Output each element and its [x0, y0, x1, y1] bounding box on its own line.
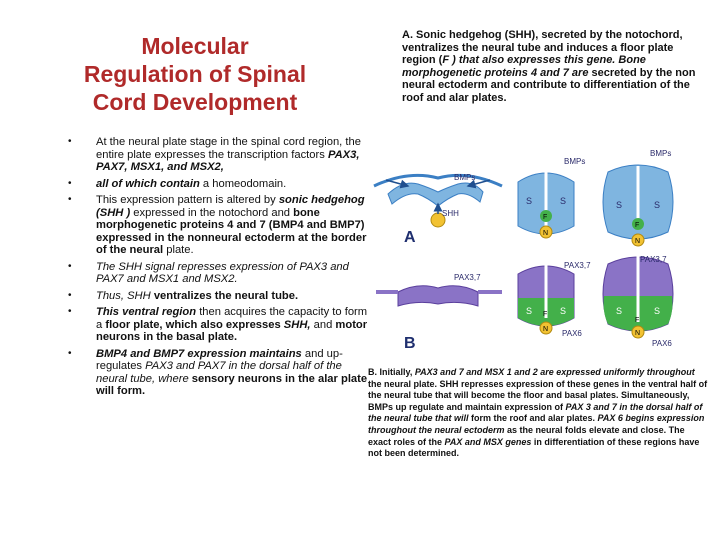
- bullet-text: bone morphogenetic proteins 4 and 7 (BMP4 and BMP7) expressed in the nonneural ectoderm at the border of the neural: [96, 206, 367, 257]
- bullet-text: all of which contain: [96, 177, 200, 190]
- bullet-text: sonic hedgehog (SHH ): [96, 193, 365, 219]
- caption-b: [368, 367, 708, 460]
- caption-text: secreted by the non neural ectoderm and contribute to differentiation of the roof and alar plates.: [402, 66, 696, 104]
- panel-b: [376, 255, 673, 352]
- bullet-list: [68, 136, 368, 402]
- pax37-label-b1: PAX3,7: [454, 273, 481, 282]
- pax37-label-b3: PAX3,7: [640, 255, 667, 264]
- neural-tube-figure: [368, 142, 708, 362]
- bullet-text: At the neural plate stage in the spinal cord region, the entire plate expresses the transcription factors: [96, 136, 361, 161]
- caption-text: are: [568, 66, 592, 79]
- s-label-a3-left: S: [616, 200, 623, 210]
- s-label-b2-right: S: [560, 306, 567, 316]
- caption-text: A. Sonic hedgehog (SHH), secreted by the notochord, ventralizes the neural tube and induces a floor plate region (: [402, 29, 683, 67]
- bullet-text: then acquires the capacity to form a: [96, 306, 368, 331]
- bullet-item: [68, 306, 368, 344]
- bullet-text: expressed in the notochord and: [130, 206, 294, 219]
- panel-a: [374, 149, 673, 246]
- s-label-a2-left: S: [526, 196, 533, 206]
- caption-text: the neural plate. SHH represses expression of these genes in the ventral half of the neural tube that will become the floor and basal plates. Simultaneously, BMPs up regulate and maintain expression of: [368, 378, 708, 412]
- n-label-b3: N: [635, 330, 641, 337]
- pax37-label-b2: PAX3,7: [564, 261, 591, 270]
- bullet-text: Thus, SHH: [96, 289, 154, 302]
- n-label-a2: N: [543, 230, 549, 237]
- bullet-text: a homeodomain.: [199, 177, 287, 190]
- f-label-b2: F: [543, 311, 548, 318]
- bmp-arrow-left: [386, 180, 408, 186]
- bullet-text: SHH,: [283, 318, 311, 331]
- bullet-item: [68, 194, 368, 257]
- caption-text: PAX3 and 7 and MSX 1 and 2 are expressed uniformly throughout: [414, 367, 695, 377]
- bullet-item: [68, 290, 368, 303]
- bmps-label-a3: BMPs: [650, 149, 672, 158]
- title-line-3: Cord Development: [92, 89, 298, 115]
- bullet-item: [68, 136, 368, 174]
- bullet-text: The SHH signal represses expression of PAX3 and PAX7 and MSX1 and MSX2.: [96, 260, 349, 286]
- bullet-text: plate.: [163, 244, 194, 257]
- caption-text: PAX 3 and 7 in the dorsal half of the neural tube that will: [368, 401, 703, 424]
- f-label-a3: F: [635, 222, 640, 229]
- bullet-item: [68, 178, 368, 191]
- bullet-text: and: [310, 318, 336, 331]
- caption-text: B. Initially,: [368, 367, 415, 377]
- f-label-b3: F: [635, 317, 640, 324]
- bmps-label-a1: BMPs: [454, 173, 476, 182]
- caption-text: as the neural folds elevate and close. The exact roles of the: [368, 424, 685, 447]
- title-line-1: Molecular: [141, 33, 249, 59]
- caption-text: in differentiation of these regions have not been determined.: [368, 436, 700, 459]
- bullet-item: [68, 261, 368, 286]
- caption-text: F ): [442, 54, 456, 67]
- s-label-b3-left: S: [616, 306, 623, 316]
- s-label-b3-right: S: [654, 306, 661, 316]
- shh-label-a1: SHH: [442, 209, 459, 218]
- bullet-item: [68, 348, 368, 398]
- pax6-label-b2: PAX6: [562, 329, 582, 338]
- ectoderm-a1: [374, 175, 502, 186]
- n-label-a3: N: [635, 238, 641, 245]
- f-label-a2: F: [543, 214, 548, 221]
- bullet-text: motor neurons in the basal plate.: [96, 318, 368, 344]
- caption-text: that also expresses this gene. Bone morphogenetic proteins 4 and 7: [402, 54, 646, 79]
- n-label-b2: N: [543, 326, 549, 333]
- caption-text: PAX 6 begins expression throughout the neural ectoderm: [368, 413, 705, 435]
- caption-a: [402, 29, 702, 105]
- bullet-text: ventralizes the neural tube.: [153, 289, 299, 302]
- panel-b-label: B: [404, 335, 416, 352]
- slide-title: [60, 32, 330, 116]
- pax6-label-b3: PAX6: [652, 339, 672, 348]
- s-label-b2-left: S: [526, 306, 533, 316]
- neural-plate-b1: [398, 286, 478, 306]
- s-label-a2-right: S: [560, 196, 567, 206]
- bullet-text: PAX3 and PAX7 in the dorsal half of the neural tube, where: [96, 360, 342, 385]
- title-line-2: Regulation of Spinal: [83, 61, 307, 87]
- bullet-text: This expression pattern is altered by: [96, 193, 279, 206]
- bullet-text: and up-regulates: [96, 347, 343, 373]
- bullet-text: PAX3, PAX7, MSX1, and MSX2,: [96, 148, 360, 174]
- bmps-label-a2: BMPs: [564, 157, 586, 166]
- bullet-text: This ventral region: [96, 306, 197, 319]
- caption-text: PAX and MSX genes: [444, 436, 532, 447]
- bullet-text: BMP4 and BMP7 expression maintains: [96, 347, 302, 360]
- caption-text: form the roof and alar plates.: [468, 413, 598, 424]
- s-label-a3-right: S: [654, 200, 661, 210]
- bullet-text: sensory neurons in the alar plate will form.: [96, 372, 368, 398]
- bullet-text: floor plate, which also expresses: [105, 318, 284, 331]
- panel-a-label: A: [404, 229, 416, 246]
